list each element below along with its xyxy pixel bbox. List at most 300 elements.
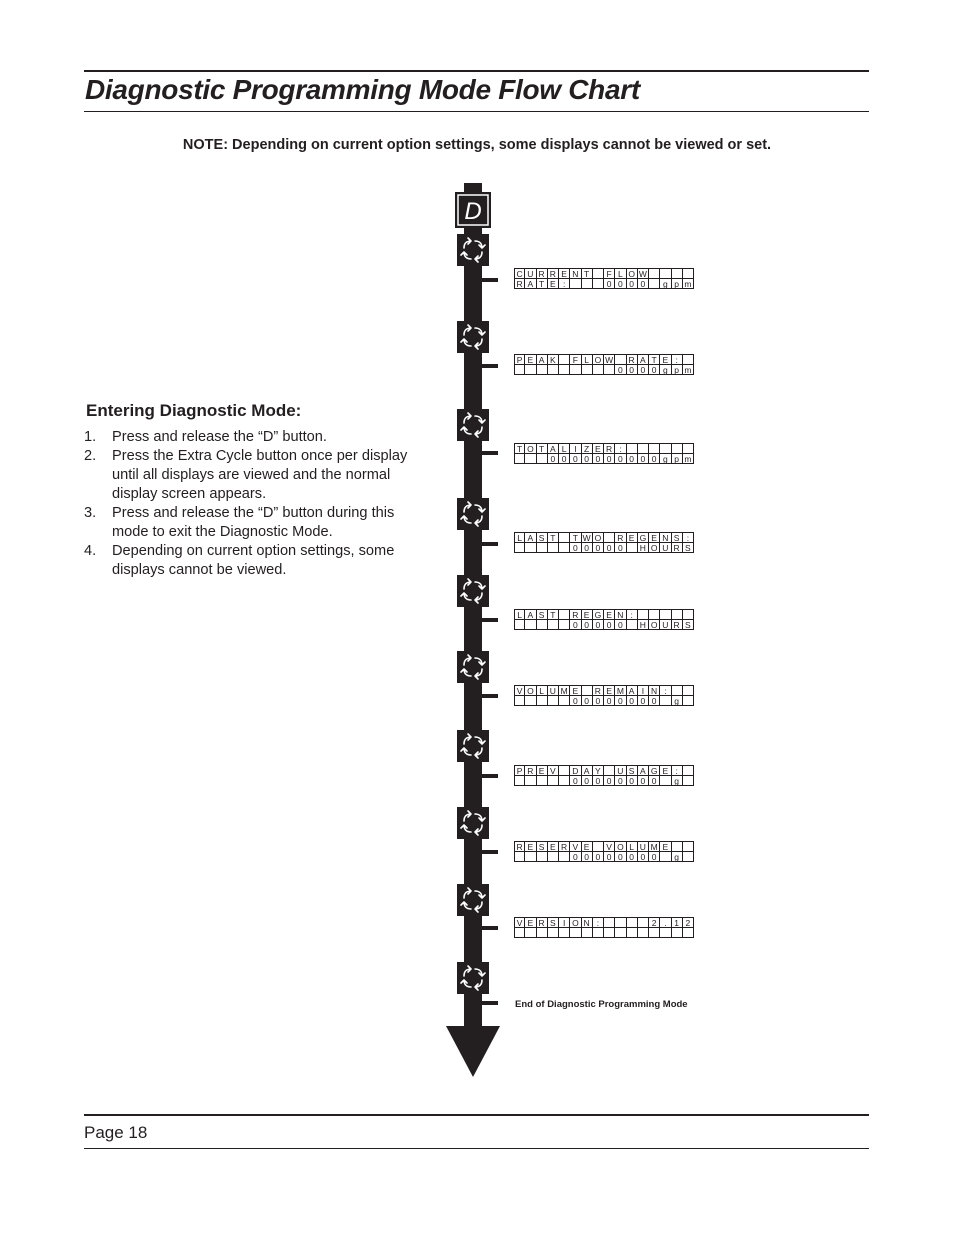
lcd-cell: N: [615, 609, 626, 620]
lcd-cell: 0: [604, 279, 615, 290]
lcd-cell: [548, 852, 559, 863]
lcd-cell: E: [525, 841, 536, 852]
lcd-cell: 0: [615, 279, 626, 290]
lcd-cell: H: [638, 543, 649, 554]
lcd-cell: T: [514, 443, 525, 454]
lcd-cell: [537, 454, 548, 465]
lcd-cell: M: [649, 841, 660, 852]
lcd-cell: 0: [615, 454, 626, 465]
lcd-peak-flow-rate: [514, 354, 694, 375]
lcd-cell: P: [514, 765, 525, 776]
lcd-cell: [683, 354, 694, 365]
lcd-cell: [570, 928, 581, 939]
flow-shaft: [446, 183, 500, 1077]
lcd-cell: [604, 765, 615, 776]
lcd-cell: [638, 609, 649, 620]
lcd-cell: E: [548, 279, 559, 290]
lcd-cell: [649, 443, 660, 454]
lcd-cell: [604, 917, 615, 928]
lcd-cell: 0: [570, 776, 581, 787]
extra-cycle-icon: [457, 234, 489, 266]
lcd-cell: :: [672, 765, 683, 776]
lcd-cell: V: [548, 765, 559, 776]
lcd-cell: R: [537, 268, 548, 279]
lcd-cell: [537, 852, 548, 863]
lcd-cell: R: [548, 268, 559, 279]
flow-connector-tick: [482, 278, 498, 282]
lcd-cell: C: [514, 268, 525, 279]
lcd-cell: [559, 776, 570, 787]
page-title: Diagnostic Programming Mode Flow Chart: [85, 74, 640, 105]
lcd-line-1: [514, 685, 694, 696]
lcd-volume-remain: [514, 685, 694, 706]
lcd-cell: T: [548, 609, 559, 620]
lcd-cell: [514, 776, 525, 787]
lcd-cell: [627, 928, 638, 939]
lcd-cell: E: [604, 685, 615, 696]
lcd-cell: g: [672, 696, 683, 707]
step-text: Press the Extra Cycle button once per display until all displays are viewed and the normal display screen appears.: [112, 448, 408, 502]
lcd-cell: T: [582, 268, 593, 279]
lcd-cell: A: [627, 685, 638, 696]
lcd-cell: Z: [582, 443, 593, 454]
lcd-cell: Y: [593, 765, 604, 776]
flow-connector-tick: [482, 451, 498, 455]
flow-connector-tick: [482, 618, 498, 622]
lcd-line-2: [514, 776, 694, 787]
lcd-current-flow-rate: [514, 268, 694, 289]
lcd-cell: :: [615, 443, 626, 454]
lcd-cell: F: [604, 268, 615, 279]
lcd-cell: [559, 532, 570, 543]
lcd-cell: m: [683, 279, 694, 290]
lcd-cell: 0: [638, 279, 649, 290]
lcd-cell: [593, 279, 604, 290]
lcd-cell: [514, 852, 525, 863]
lcd-cell: [660, 776, 671, 787]
lcd-line-1: [514, 268, 694, 279]
lcd-cell: 0: [593, 852, 604, 863]
lcd-cell: L: [514, 609, 525, 620]
lcd-cell: .: [660, 917, 671, 928]
lcd-cell: R: [604, 443, 615, 454]
lcd-cell: 0: [593, 543, 604, 554]
end-label: End of Diagnostic Programming Mode: [515, 999, 688, 1010]
lcd-cell: 0: [615, 776, 626, 787]
lcd-line-2: [514, 454, 694, 465]
lcd-cell: [593, 268, 604, 279]
lcd-last-regen: [514, 609, 694, 630]
lcd-cell: [593, 365, 604, 376]
extra-cycle-icon: [457, 730, 489, 762]
lcd-cell: m: [683, 454, 694, 465]
lcd-cell: T: [537, 443, 548, 454]
lcd-cell: [683, 268, 694, 279]
lcd-cell: T: [548, 532, 559, 543]
lcd-line-1: [514, 917, 694, 928]
lcd-cell: U: [638, 841, 649, 852]
lcd-cell: R: [672, 543, 683, 554]
lcd-cell: S: [672, 532, 683, 543]
lcd-cell: [638, 928, 649, 939]
lcd-cell: [548, 776, 559, 787]
lcd-line-2: [514, 543, 694, 554]
lcd-cell: R: [514, 841, 525, 852]
lcd-cell: [593, 841, 604, 852]
lcd-cell: M: [615, 685, 626, 696]
lcd-line-1: [514, 354, 694, 365]
lcd-cell: 0: [582, 620, 593, 631]
footer-top-rule: [84, 1114, 869, 1116]
lcd-cell: [683, 765, 694, 776]
lcd-cell: [683, 685, 694, 696]
lcd-cell: [660, 852, 671, 863]
step-number: 3.: [84, 505, 97, 521]
lcd-cell: [582, 685, 593, 696]
lcd-cell: 0: [638, 454, 649, 465]
lcd-cell: O: [525, 443, 536, 454]
lcd-cell: [525, 620, 536, 631]
lcd-cell: P: [514, 354, 525, 365]
step-number: 1.: [84, 429, 97, 445]
lcd-cell: 0: [627, 696, 638, 707]
step-text: Depending on current option settings, some displays cannot be viewed.: [112, 543, 395, 578]
lcd-cell: [638, 443, 649, 454]
lcd-cell: [537, 620, 548, 631]
flow-connector-tick: [482, 926, 498, 930]
lcd-cell: [559, 365, 570, 376]
lcd-cell: E: [604, 609, 615, 620]
lcd-line-1: [514, 841, 694, 852]
lcd-cell: [559, 852, 570, 863]
lcd-cell: [627, 443, 638, 454]
lcd-cell: H: [638, 620, 649, 631]
step-number: 2.: [84, 448, 97, 464]
lcd-cell: 0: [627, 279, 638, 290]
footer-bottom-rule: [84, 1148, 869, 1149]
lcd-cell: [672, 928, 683, 939]
lcd-cell: [683, 928, 694, 939]
lcd-cell: R: [627, 354, 638, 365]
lcd-cell: [615, 928, 626, 939]
lcd-cell: [604, 365, 615, 376]
lcd-cell: R: [559, 841, 570, 852]
lcd-line-2: [514, 928, 694, 939]
lcd-cell: 0: [593, 454, 604, 465]
icon-background: [457, 651, 489, 683]
extra-cycle-icon: [457, 498, 489, 530]
lcd-cell: [672, 443, 683, 454]
lcd-cell: E: [582, 841, 593, 852]
lcd-cell: m: [683, 365, 694, 376]
lcd-cell: [604, 532, 615, 543]
lcd-cell: R: [672, 620, 683, 631]
lcd-cell: [570, 279, 581, 290]
lcd-cell: [525, 776, 536, 787]
lcd-cell: A: [638, 354, 649, 365]
lcd-cell: [582, 365, 593, 376]
lcd-cell: L: [514, 532, 525, 543]
instructions-heading: Entering Diagnostic Mode:: [86, 401, 302, 420]
lcd-cell: [649, 268, 660, 279]
lcd-cell: L: [615, 268, 626, 279]
icon-background: [457, 321, 489, 353]
extra-cycle-icon: [457, 575, 489, 607]
lcd-cell: [537, 543, 548, 554]
lcd-cell: 0: [649, 365, 660, 376]
lcd-cell: [649, 279, 660, 290]
lcd-cell: N: [649, 685, 660, 696]
lcd-cell: O: [649, 620, 660, 631]
lcd-cell: 0: [627, 365, 638, 376]
lcd-cell: V: [570, 841, 581, 852]
lcd-last-two-regens: [514, 532, 694, 553]
lcd-cell: 0: [638, 852, 649, 863]
lcd-cell: A: [525, 609, 536, 620]
lcd-cell: [525, 454, 536, 465]
step-text: Press and release the “D” button during this mode to exit the Diagnostic Mode.: [112, 505, 395, 540]
flow-connector-tick: [482, 542, 498, 546]
lcd-cell: 0: [582, 852, 593, 863]
lcd-cell: N: [582, 917, 593, 928]
lcd-cell: 0: [582, 696, 593, 707]
lcd-cell: [548, 365, 559, 376]
lcd-cell: S: [537, 532, 548, 543]
lcd-cell: 1: [672, 917, 683, 928]
lcd-cell: E: [627, 532, 638, 543]
lcd-cell: :: [672, 354, 683, 365]
lcd-line-2: [514, 365, 694, 376]
lcd-cell: g: [660, 454, 671, 465]
lcd-cell: 0: [604, 454, 615, 465]
d-button-label: D: [464, 198, 482, 225]
step-text: Press and release the “D” button.: [112, 429, 327, 445]
lcd-cell: S: [683, 543, 694, 554]
lcd-line-1: [514, 765, 694, 776]
lcd-cell: 0: [627, 454, 638, 465]
lcd-cell: [525, 852, 536, 863]
lcd-cell: [559, 928, 570, 939]
lcd-cell: [672, 841, 683, 852]
lcd-cell: 0: [570, 620, 581, 631]
lcd-cell: [672, 685, 683, 696]
lcd-cell: G: [649, 765, 660, 776]
lcd-cell: :: [627, 609, 638, 620]
lcd-cell: A: [548, 443, 559, 454]
lcd-cell: 0: [570, 696, 581, 707]
lcd-cell: [525, 696, 536, 707]
lcd-cell: 0: [570, 454, 581, 465]
lcd-cell: [649, 609, 660, 620]
lcd-cell: g: [660, 279, 671, 290]
lcd-cell: R: [615, 532, 626, 543]
lcd-cell: [683, 696, 694, 707]
lcd-cell: O: [615, 841, 626, 852]
lcd-cell: E: [570, 685, 581, 696]
lcd-cell: V: [604, 841, 615, 852]
lcd-cell: 0: [649, 852, 660, 863]
flow-connector-tick: [482, 850, 498, 854]
lcd-cell: 0: [649, 454, 660, 465]
lcd-version: [514, 917, 694, 938]
lcd-cell: [514, 696, 525, 707]
icon-background: [457, 409, 489, 441]
end-arrowhead: [446, 1026, 500, 1077]
lcd-cell: [559, 354, 570, 365]
lcd-cell: [548, 928, 559, 939]
lcd-cell: E: [525, 917, 536, 928]
lcd-cell: 0: [627, 776, 638, 787]
lcd-totalizer: [514, 443, 694, 464]
lcd-cell: [627, 543, 638, 554]
lcd-cell: G: [638, 532, 649, 543]
lcd-cell: E: [548, 841, 559, 852]
lcd-cell: 0: [615, 543, 626, 554]
lcd-cell: 0: [570, 543, 581, 554]
lcd-cell: 0: [570, 852, 581, 863]
lcd-cell: [537, 696, 548, 707]
lcd-cell: [683, 609, 694, 620]
lcd-cell: 0: [604, 543, 615, 554]
flow-connector-tick: [482, 1001, 498, 1005]
lcd-cell: g: [672, 776, 683, 787]
lcd-cell: U: [548, 685, 559, 696]
lcd-cell: [672, 268, 683, 279]
lcd-cell: V: [514, 917, 525, 928]
note: NOTE: Depending on current option settings, some displays cannot be viewed or set.: [182, 137, 772, 153]
lcd-line-1: [514, 609, 694, 620]
lcd-cell: 0: [615, 852, 626, 863]
icon-background: [457, 575, 489, 607]
lcd-reserve-volume: [514, 841, 694, 862]
lcd-cell: [638, 917, 649, 928]
page-number: Page 18: [84, 1123, 148, 1142]
flow-connector-tick: [482, 364, 498, 368]
lcd-cell: p: [672, 454, 683, 465]
lcd-cell: E: [525, 354, 536, 365]
lcd-line-2: [514, 696, 694, 707]
lcd-cell: :: [559, 279, 570, 290]
lcd-cell: [514, 365, 525, 376]
lcd-cell: 0: [593, 696, 604, 707]
lcd-cell: R: [514, 279, 525, 290]
lcd-cell: 0: [638, 696, 649, 707]
lcd-cell: 0: [615, 696, 626, 707]
lcd-cell: E: [660, 841, 671, 852]
lcd-cell: E: [559, 268, 570, 279]
lcd-cell: 0: [638, 365, 649, 376]
lcd-cell: A: [638, 765, 649, 776]
lcd-cell: S: [683, 620, 694, 631]
lcd-cell: 2: [649, 917, 660, 928]
lcd-cell: E: [593, 443, 604, 454]
lcd-cell: W: [604, 354, 615, 365]
lcd-cell: N: [660, 532, 671, 543]
extra-cycle-icon: [457, 962, 489, 994]
lcd-cell: p: [672, 279, 683, 290]
lcd-cell: 0: [582, 543, 593, 554]
lcd-cell: A: [525, 532, 536, 543]
lcd-cell: g: [672, 852, 683, 863]
lcd-cell: [683, 443, 694, 454]
lcd-cell: 0: [638, 776, 649, 787]
lcd-cell: [514, 928, 525, 939]
lcd-cell: p: [672, 365, 683, 376]
lcd-cell: [548, 543, 559, 554]
lcd-cell: [525, 928, 536, 939]
lcd-cell: L: [582, 354, 593, 365]
lcd-line-2: [514, 279, 694, 290]
lcd-cell: D: [570, 765, 581, 776]
lcd-cell: L: [537, 685, 548, 696]
lcd-cell: M: [559, 685, 570, 696]
lcd-cell: W: [638, 268, 649, 279]
lcd-cell: U: [525, 268, 536, 279]
extra-cycle-icon: [457, 321, 489, 353]
lcd-cell: [604, 928, 615, 939]
lcd-cell: [559, 543, 570, 554]
lcd-cell: 0: [593, 776, 604, 787]
lcd-cell: g: [660, 365, 671, 376]
lcd-cell: 0: [649, 776, 660, 787]
lcd-cell: [660, 609, 671, 620]
lcd-cell: O: [570, 917, 581, 928]
lcd-prev-day-usage: [514, 765, 694, 786]
lcd-cell: S: [627, 765, 638, 776]
lcd-cell: G: [593, 609, 604, 620]
lcd-cell: 0: [604, 776, 615, 787]
lcd-cell: O: [525, 685, 536, 696]
lcd-cell: L: [559, 443, 570, 454]
lcd-cell: [683, 841, 694, 852]
lcd-cell: T: [537, 279, 548, 290]
lcd-cell: U: [615, 765, 626, 776]
lcd-cell: O: [593, 532, 604, 543]
flow-connector-tick: [482, 694, 498, 698]
lcd-cell: R: [593, 685, 604, 696]
lcd-cell: U: [660, 620, 671, 631]
lcd-cell: 0: [615, 620, 626, 631]
extra-cycle-icon: [457, 807, 489, 839]
lcd-cell: N: [570, 268, 581, 279]
step-number: 4.: [84, 543, 97, 559]
lcd-cell: R: [570, 609, 581, 620]
icon-background: [457, 962, 489, 994]
lcd-cell: [514, 543, 525, 554]
lcd-cell: 0: [604, 852, 615, 863]
lcd-cell: 0: [627, 852, 638, 863]
lcd-cell: W: [582, 532, 593, 543]
lcd-cell: A: [525, 279, 536, 290]
lcd-cell: T: [649, 354, 660, 365]
lcd-cell: 0: [604, 696, 615, 707]
icon-background: [457, 498, 489, 530]
lcd-cell: [593, 928, 604, 939]
lcd-cell: U: [660, 543, 671, 554]
lcd-cell: :: [683, 532, 694, 543]
lcd-cell: [660, 928, 671, 939]
d-button-icon: [455, 192, 491, 228]
icon-background: [457, 234, 489, 266]
lcd-cell: [514, 454, 525, 465]
lcd-line-2: [514, 852, 694, 863]
extra-cycle-icon: [457, 651, 489, 683]
lcd-cell: I: [559, 917, 570, 928]
lcd-cell: F: [570, 354, 581, 365]
lcd-cell: :: [660, 685, 671, 696]
lcd-cell: [660, 443, 671, 454]
lcd-cell: [559, 609, 570, 620]
